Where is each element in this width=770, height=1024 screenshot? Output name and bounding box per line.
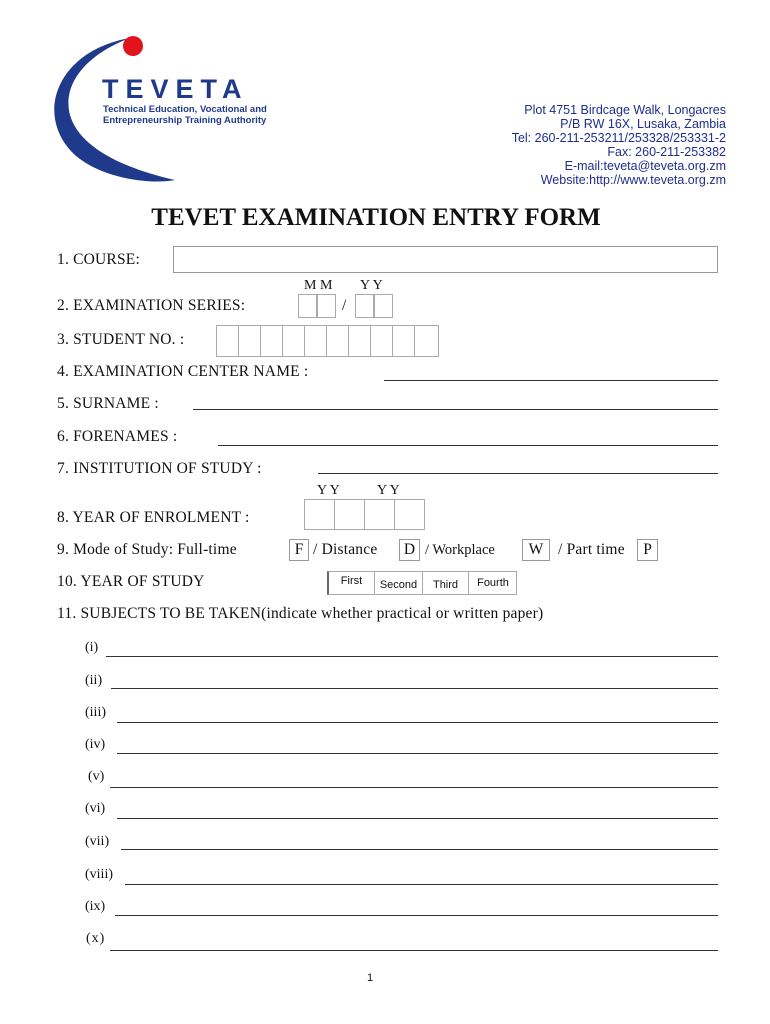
series-year-digit-1[interactable] bbox=[355, 294, 374, 318]
enrol-digit-4[interactable] bbox=[394, 499, 425, 530]
year-option-first[interactable]: First bbox=[329, 572, 375, 594]
series-month-digit-1[interactable] bbox=[298, 294, 317, 318]
subject-line-4[interactable] bbox=[117, 753, 718, 754]
logo-wordmark: TEVETA bbox=[102, 74, 249, 104]
logo-subtitle-line1: Technical Education, Vocational and bbox=[103, 104, 267, 115]
enrol-yy-caption-1: Y Y bbox=[317, 483, 340, 498]
series-label: 2. EXAMINATION SERIES: bbox=[57, 297, 246, 314]
subject-numeral: (viii) bbox=[85, 867, 113, 882]
address-line: Fax: 260-211-253382 bbox=[607, 145, 726, 159]
enrol-digit-3[interactable] bbox=[364, 499, 395, 530]
student-no-digit[interactable] bbox=[392, 325, 415, 357]
subject-numeral: (vi) bbox=[85, 801, 106, 816]
student-no-digit[interactable] bbox=[370, 325, 393, 357]
subject-numeral: (ix) bbox=[85, 899, 106, 914]
year-option-second[interactable]: Second bbox=[375, 572, 423, 594]
subject-line-5[interactable] bbox=[110, 787, 718, 788]
mode-label: 9. Mode of Study: Full-time bbox=[57, 541, 237, 558]
series-separator: / bbox=[342, 297, 347, 314]
student-no-digit[interactable] bbox=[304, 325, 327, 357]
subject-line-7[interactable] bbox=[121, 849, 718, 850]
student-no-digit[interactable] bbox=[238, 325, 261, 357]
mode-parttime-box[interactable]: P bbox=[637, 539, 658, 561]
enrol-yy-caption-2: Y Y bbox=[377, 483, 400, 498]
subject-line-1[interactable] bbox=[106, 656, 718, 657]
series-mm-caption: M M bbox=[304, 278, 333, 293]
student-no-digit[interactable] bbox=[348, 325, 371, 357]
address-line: Tel: 260-211-253211/253328/253331-2 bbox=[511, 131, 726, 145]
student-no-digit[interactable] bbox=[414, 325, 439, 357]
teveta-logo bbox=[40, 30, 280, 190]
mode-distance-label: / Distance bbox=[313, 541, 378, 558]
address-line: E-mail:teveta@teveta.org.zm bbox=[564, 159, 726, 173]
student-no-digit[interactable] bbox=[282, 325, 305, 357]
subject-line-3[interactable] bbox=[117, 722, 718, 723]
subject-numeral: (iii) bbox=[85, 705, 106, 720]
mode-fulltime-box[interactable]: F bbox=[289, 539, 309, 561]
subject-line-9[interactable] bbox=[115, 915, 718, 916]
course-label: 1. COURSE: bbox=[57, 251, 140, 268]
student-no-digit[interactable] bbox=[216, 325, 239, 357]
year-study-label: 10. YEAR OF STUDY bbox=[57, 573, 205, 590]
subject-numeral: (v) bbox=[88, 769, 105, 784]
forenames-field[interactable] bbox=[218, 445, 718, 446]
year-option-fourth[interactable]: Fourth bbox=[477, 577, 509, 589]
surname-label: 5. SURNAME : bbox=[57, 395, 159, 412]
center-label: 4. EXAMINATION CENTER NAME : bbox=[57, 363, 309, 380]
year-study-options bbox=[327, 571, 517, 595]
series-year-digit-2[interactable] bbox=[374, 294, 393, 318]
institution-field[interactable] bbox=[318, 473, 718, 474]
student-no-label: 3. STUDENT NO. : bbox=[57, 331, 185, 348]
form-title: TEVET EXAMINATION ENTRY FORM bbox=[151, 204, 601, 231]
mode-distance-box[interactable]: D bbox=[399, 539, 420, 561]
subject-line-6[interactable] bbox=[117, 818, 718, 819]
center-field[interactable] bbox=[384, 380, 718, 381]
subject-numeral: (vii) bbox=[85, 834, 110, 849]
subject-numeral: (i) bbox=[85, 640, 99, 655]
page-number: 1 bbox=[367, 972, 374, 984]
logo-subtitle-line2: Entrepreneurship Training Authority bbox=[103, 115, 267, 126]
subject-line-10[interactable] bbox=[110, 950, 718, 951]
address-line: Website:http://www.teveta.org.zm bbox=[540, 173, 726, 187]
series-month-digit-2[interactable] bbox=[317, 294, 336, 318]
institution-label: 7. INSTITUTION OF STUDY : bbox=[57, 460, 262, 477]
series-yy-caption: Y Y bbox=[360, 278, 383, 293]
subject-numeral: (ii) bbox=[85, 673, 103, 688]
enrol-digit-2[interactable] bbox=[334, 499, 365, 530]
forenames-label: 6. FORENAMES : bbox=[57, 428, 178, 445]
student-no-digit[interactable] bbox=[326, 325, 349, 357]
student-no-digit[interactable] bbox=[260, 325, 283, 357]
address-block bbox=[406, 103, 726, 187]
mode-workplace-box[interactable]: W bbox=[522, 539, 550, 561]
subject-numeral: (x) bbox=[86, 931, 106, 946]
subjects-label: 11. SUBJECTS TO BE TAKEN(indicate whether practical or written paper) bbox=[57, 605, 544, 622]
mode-parttime-label: / Part time bbox=[558, 541, 625, 558]
course-field[interactable] bbox=[173, 246, 718, 273]
address-line: P/B RW 16X, Lusaka, Zambia bbox=[560, 117, 726, 131]
enrol-digit-1[interactable] bbox=[304, 499, 335, 530]
subject-line-2[interactable] bbox=[111, 688, 718, 689]
mode-workplace-label: / Workplace bbox=[425, 542, 495, 558]
enrolment-label: 8. YEAR OF ENROLMENT : bbox=[57, 509, 250, 526]
student-no-boxes bbox=[216, 325, 441, 357]
year-option-third[interactable]: Third bbox=[423, 572, 469, 594]
subject-line-8[interactable] bbox=[125, 884, 718, 885]
address-line: Plot 4751 Birdcage Walk, Longacres bbox=[524, 103, 726, 117]
subject-numeral: (iv) bbox=[85, 737, 106, 752]
surname-field[interactable] bbox=[193, 409, 718, 410]
